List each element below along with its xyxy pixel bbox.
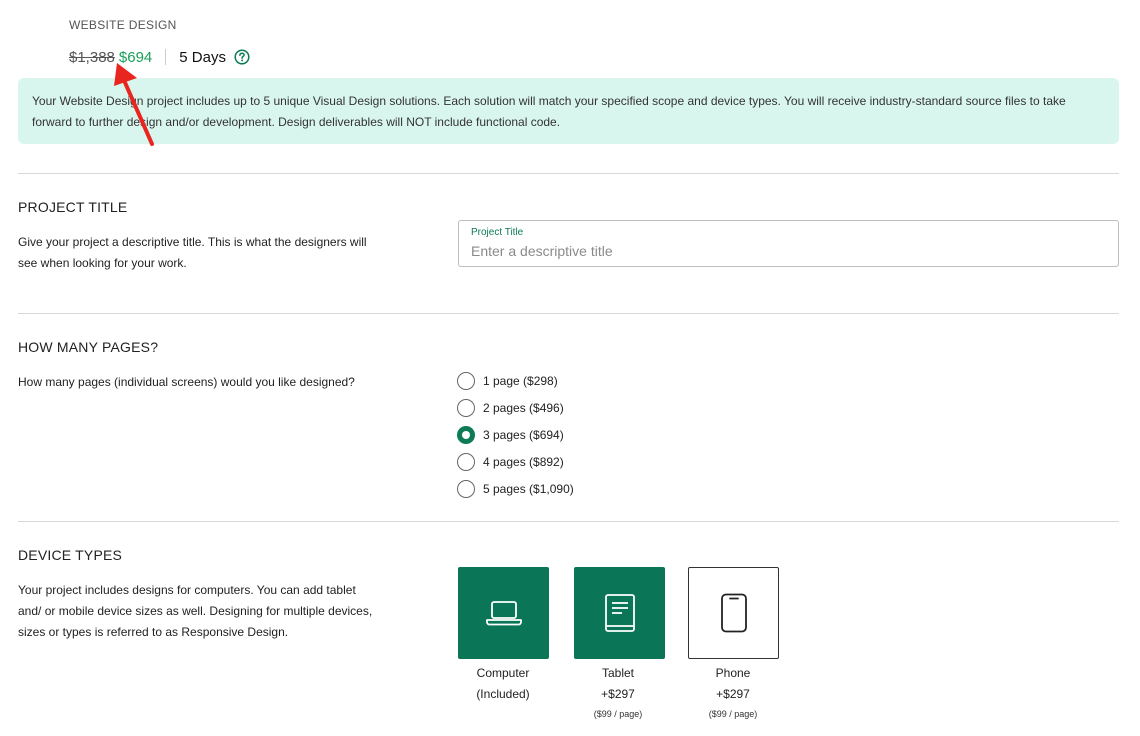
device-note-phone: ($99 / page)	[708, 709, 758, 719]
device-card-tablet[interactable]	[574, 567, 665, 659]
project-title-field-label: Project Title	[471, 227, 524, 238]
price-divider	[165, 49, 166, 65]
project-title-input[interactable]	[471, 243, 1091, 259]
device-price-phone: +$297	[716, 687, 750, 701]
tablet-icon	[603, 593, 637, 633]
project-info-box: Your Website Design project includes up to 5 unique Visual Design solutions. Each solution will match your specified scope and device types. You will receive industry-standard source files to take forward to further design and/or development. Design deliverables will NOT include functional code.	[18, 78, 1119, 144]
original-price: $1,388	[69, 48, 115, 66]
pages-radio-group	[457, 367, 574, 502]
project-title-field[interactable]	[458, 220, 1119, 267]
price-row	[69, 47, 250, 67]
page-option-label: 5 pages ($1,090)	[483, 481, 574, 496]
project-title-heading: PROJECT TITLE	[18, 199, 128, 215]
section-divider	[18, 313, 1119, 314]
radio-button-selected[interactable]	[457, 426, 475, 444]
pages-heading: HOW MANY PAGES?	[18, 339, 159, 355]
project-title-description: Give your project a descriptive title. This is what the designers will see when looking for your work.	[18, 235, 367, 270]
page-option-4[interactable]	[457, 448, 574, 475]
category-label: WEBSITE DESIGN	[69, 18, 177, 32]
page-option-label: 4 pages ($892)	[483, 454, 564, 469]
discounted-price: $694	[118, 48, 153, 66]
device-name-phone: Phone	[715, 666, 751, 680]
duration-label: 5 Days	[179, 48, 226, 66]
laptop-icon	[484, 596, 524, 630]
page-option-5[interactable]	[457, 475, 574, 502]
device-name-computer: Computer	[476, 666, 530, 680]
page-option-label: 1 page ($298)	[483, 373, 558, 388]
annotation-arrow-icon	[108, 58, 158, 150]
page-option-label: 2 pages ($496)	[483, 400, 564, 415]
page-option-3[interactable]	[457, 421, 574, 448]
phone-icon	[719, 593, 749, 633]
radio-button[interactable]	[457, 480, 475, 498]
section-divider	[18, 521, 1119, 522]
pages-description: How many pages (individual screens) would you like designed?	[18, 375, 355, 389]
section-divider	[18, 173, 1119, 174]
radio-button[interactable]	[457, 372, 475, 390]
device-card-computer[interactable]	[458, 567, 549, 659]
device-types-heading: DEVICE TYPES	[18, 547, 123, 563]
page-option-1[interactable]	[457, 367, 574, 394]
radio-button[interactable]	[457, 399, 475, 417]
device-card-phone[interactable]	[688, 567, 779, 659]
device-note-tablet: ($99 / page)	[593, 709, 643, 719]
page-option-label: 3 pages ($694)	[483, 427, 564, 442]
device-name-tablet: Tablet	[601, 666, 635, 680]
device-types-description: Your project includes designs for computers. You can add tablet and/ or mobile device sizes as well. Designing for multiple devices, sizes or types is referred to as Responsive Design.	[18, 583, 373, 639]
question-circle-icon[interactable]	[234, 49, 250, 65]
radio-button[interactable]	[457, 453, 475, 471]
page-option-2[interactable]	[457, 394, 574, 421]
device-price-computer: (Included)	[476, 687, 530, 701]
device-price-tablet: +$297	[601, 687, 635, 701]
